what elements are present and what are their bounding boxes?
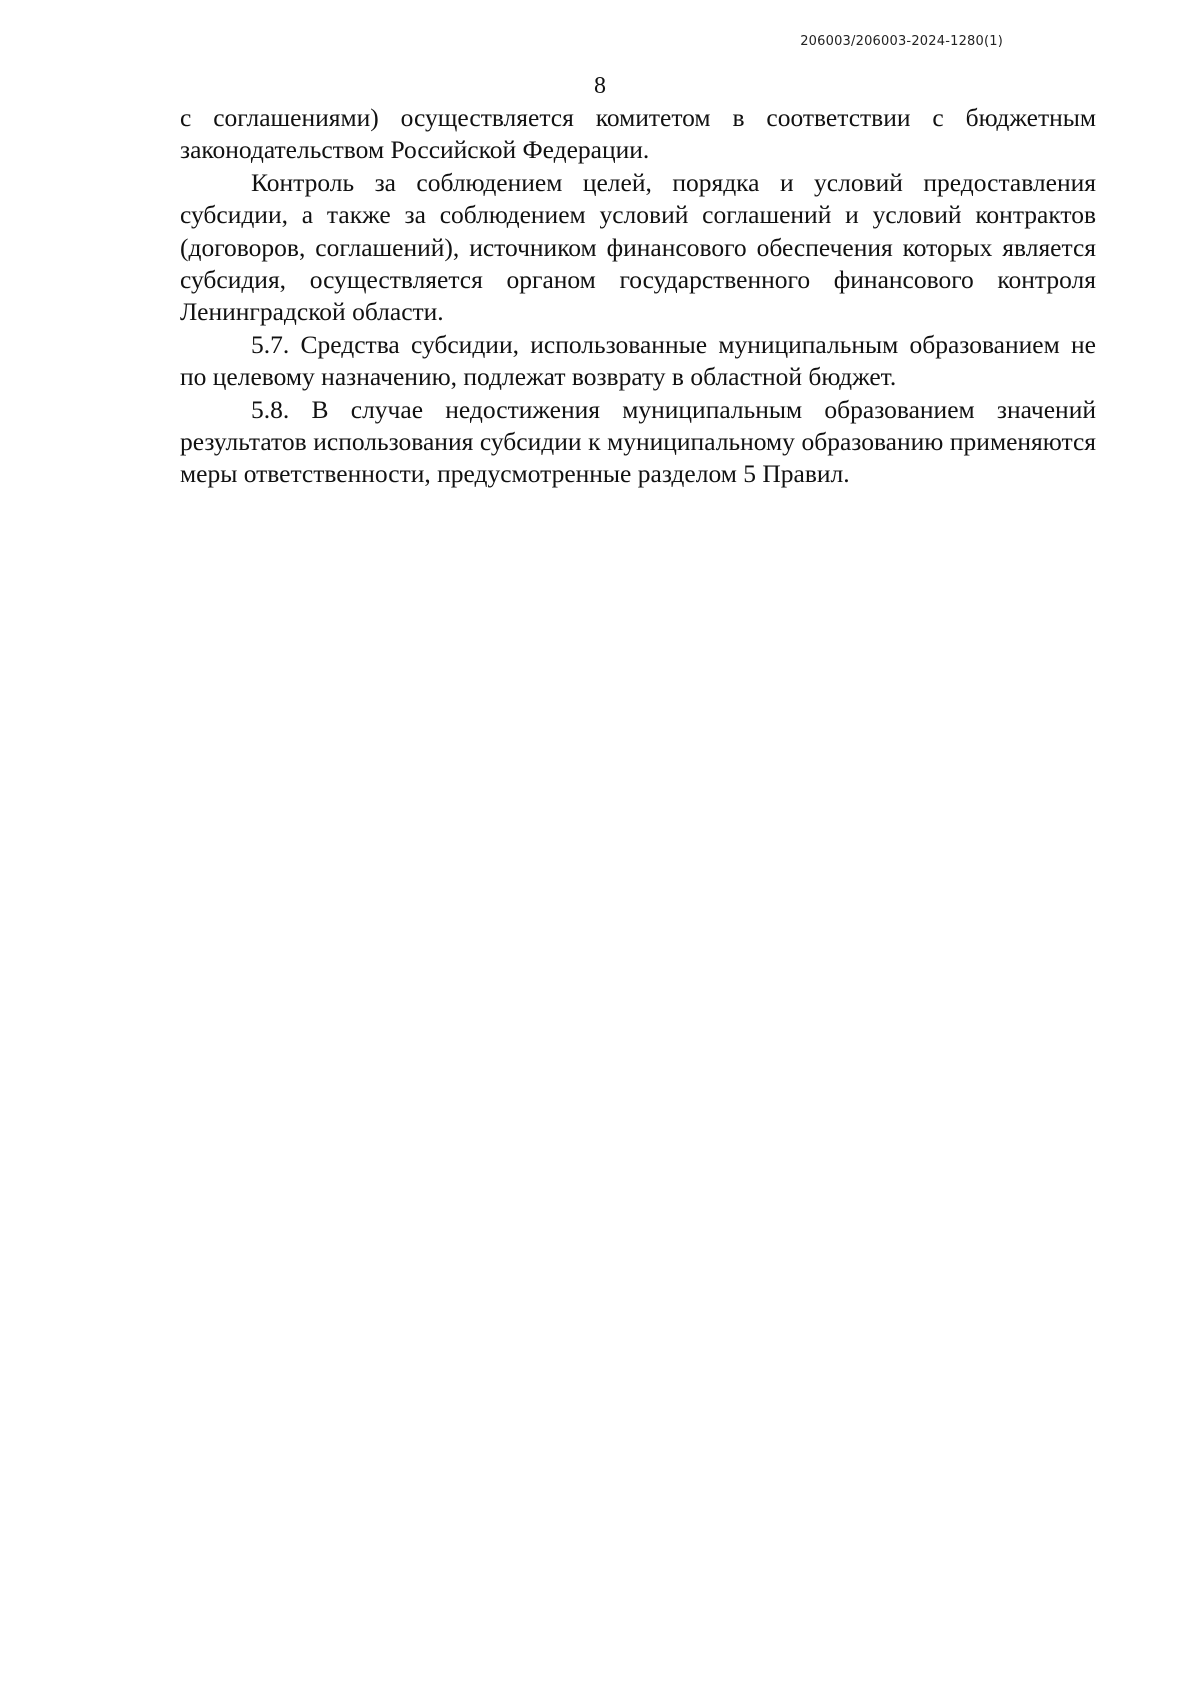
- page-number: 8: [594, 73, 606, 99]
- document-registration-number: 206003/206003-2024-1280(1): [800, 34, 1003, 49]
- document-body: [180, 102, 1096, 491]
- paragraph-continuation: с соглашениями) осуществляется комитетом в соответствии с бюджетным законодательством Российской Федерации.: [180, 103, 1096, 165]
- paragraph-5-7: 5.7. Средства субсидии, использованные муниципальным образованием не по целевому назначению, подлежат возврату в областной бюджет.: [180, 329, 1096, 392]
- paragraph-control: Контроль за соблюдением целей, порядка и условий предоставления субсидии, а также за соблюдением условий соглашений и условий контрактов (договоров, соглашений), источником финансового обеспечения которых является субсидия, осуществляется органом государственного финансового контроля Ленинградской области.: [180, 167, 1096, 327]
- paragraph-5-8: 5.8. В случае недостижения муниципальным образованием значений результатов использования субсидии к муниципальному образованию применяются меры ответственности, предусмотренные разделом 5 Правил.: [180, 394, 1096, 489]
